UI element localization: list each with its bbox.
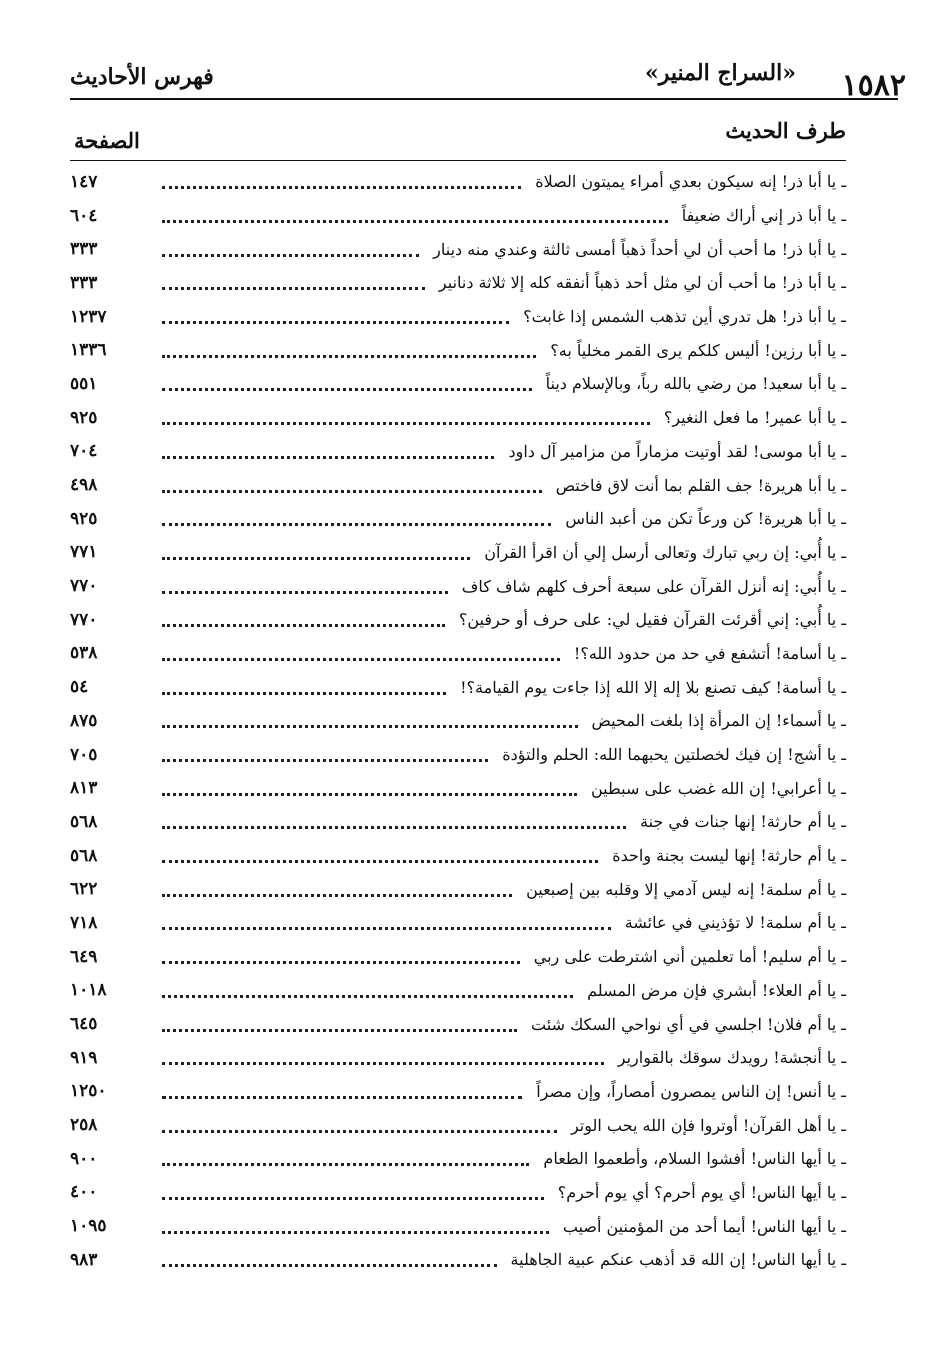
dot-leader bbox=[162, 624, 445, 627]
index-entry bbox=[70, 1041, 846, 1075]
entry-page-number: ١٠٩٥ bbox=[70, 1216, 107, 1237]
entry-page-number: ٧٠٥ bbox=[70, 744, 98, 765]
page-header bbox=[70, 44, 906, 103]
dot-leader bbox=[162, 1130, 557, 1133]
index-entry bbox=[70, 367, 846, 401]
entry-page-number: ٨٧٥ bbox=[70, 710, 98, 731]
index-entry bbox=[70, 165, 846, 199]
entry-hadith-text: ـ يا أُبي: إن ربي تبارك وتعالى أرسل إلي أن اقرأ القرآن bbox=[484, 542, 846, 562]
dot-leader bbox=[162, 793, 577, 796]
entry-page-number: ٩٠٠ bbox=[70, 1148, 98, 1169]
index-entry bbox=[70, 266, 846, 300]
index-entry bbox=[70, 536, 846, 570]
entry-hadith-text: ـ يا أُبي: إنه أنزل القرآن على سبعة أحرف كلهم شاف كاف bbox=[461, 576, 846, 596]
index-entry bbox=[70, 502, 846, 536]
entry-page-number: ٩٨٣ bbox=[70, 1249, 98, 1270]
dot-leader bbox=[162, 1264, 497, 1267]
index-entry bbox=[70, 906, 846, 940]
index-entry bbox=[70, 468, 846, 502]
dot-leader bbox=[162, 1096, 522, 1099]
dot-leader bbox=[162, 220, 668, 223]
index-entry bbox=[70, 1142, 846, 1176]
entry-hadith-text: ـ يا أم سلمة! لا تؤذيني في عائشة bbox=[624, 913, 846, 933]
entry-page-number: ٢٥٨ bbox=[70, 1115, 98, 1136]
entry-hadith-text: ـ يا أسامة! أتشفع في حد من حدود الله؟! bbox=[573, 643, 846, 663]
index-entry bbox=[70, 839, 846, 873]
entry-page-number: ١٤٧ bbox=[70, 171, 98, 192]
index-entry bbox=[70, 738, 846, 772]
entry-page-number: ٦٢٢ bbox=[70, 879, 98, 900]
index-entry bbox=[70, 637, 846, 671]
entry-page-number: ٩١٩ bbox=[70, 1047, 98, 1068]
index-entry bbox=[70, 333, 846, 367]
entry-hadith-text: ـ يا أم سليم! أما تعلمين أني اشترطت على ربي bbox=[533, 947, 846, 967]
entry-page-number: ٤٩٨ bbox=[70, 475, 98, 496]
column-header-hadith: طرف الحديث bbox=[725, 118, 846, 143]
entry-page-number: ٦٤٥ bbox=[70, 1014, 98, 1035]
entry-hadith-text: ـ يا أيها الناس! أيما أحد من المؤمنين أصيب bbox=[562, 1216, 846, 1236]
entry-hadith-text: ـ يا أنجشة! رويدك سوقك بالقوارير bbox=[617, 1048, 846, 1068]
dot-leader bbox=[162, 927, 611, 930]
entry-page-number: ٧٠٤ bbox=[70, 441, 98, 462]
column-rule bbox=[70, 160, 846, 161]
index-entry bbox=[70, 401, 846, 435]
entry-hadith-text: ـ يا أيها الناس! إن الله قد أذهب عنكم عبية الجاهلية bbox=[510, 1250, 846, 1270]
dot-leader bbox=[162, 1163, 529, 1166]
dot-leader bbox=[162, 1062, 604, 1065]
entry-page-number: ١٢٣٧ bbox=[70, 306, 107, 327]
entry-page-number: ٦٤٩ bbox=[70, 946, 98, 967]
entry-page-number: ٧٧٠ bbox=[70, 609, 98, 630]
entry-page-number: ٥٦٨ bbox=[70, 845, 98, 866]
dot-leader bbox=[162, 692, 446, 695]
dot-leader bbox=[162, 388, 532, 391]
entry-page-number: ٨١٣ bbox=[70, 778, 98, 799]
index-entry bbox=[70, 670, 846, 704]
entry-hadith-text: ـ يا أبا ذر! ما أحب أن لي مثل أحد ذهباً أنفقه كله إلا ثلاثة دنانير bbox=[438, 273, 846, 293]
dot-leader bbox=[162, 725, 578, 728]
index-entry bbox=[70, 199, 846, 233]
column-header-page: الصفحة bbox=[74, 128, 140, 153]
dot-leader bbox=[162, 995, 573, 998]
entry-hadith-text: ـ يا أُبي: إني أقرئت القرآن فقيل لي: على حرف أو حرفين؟ bbox=[458, 610, 846, 630]
entry-page-number: ٣٣٣ bbox=[70, 272, 98, 293]
entry-hadith-text: ـ يا أبا ذر! هل تدري أين تذهب الشمس إذا غابت؟ bbox=[523, 307, 846, 327]
book-title: «السراج المنير» bbox=[644, 60, 796, 86]
dot-leader bbox=[162, 759, 488, 762]
entry-page-number: ٣٣٣ bbox=[70, 239, 98, 260]
dot-leader bbox=[162, 860, 598, 863]
index-entry bbox=[70, 1243, 846, 1277]
dot-leader bbox=[162, 1029, 517, 1032]
dot-leader bbox=[162, 961, 520, 964]
dot-leader bbox=[162, 186, 521, 189]
index-entry bbox=[70, 300, 846, 334]
entry-hadith-text: ـ يا أبا هريرة! كن ورعاً تكن من أعبد الناس bbox=[565, 509, 846, 529]
entry-page-number: ٩٢٥ bbox=[70, 508, 98, 529]
entry-page-number: ١٠١٨ bbox=[70, 980, 107, 1001]
dot-leader bbox=[162, 658, 560, 661]
entry-hadith-text: ـ يا أنس! إن الناس يمصرون أمصاراً، وإن مصراً bbox=[536, 1081, 846, 1101]
dot-leader bbox=[162, 321, 509, 324]
entry-hadith-text: ـ يا أيها الناس! أفشوا السلام، وأطعموا الطعام bbox=[543, 1149, 846, 1169]
entry-hadith-text: ـ يا أبا ذر! ما أحب أن لي أحداً ذهباً أمسى ثالثة وعندي منه دينار bbox=[433, 239, 846, 259]
dot-leader bbox=[162, 254, 419, 257]
index-entry bbox=[70, 603, 846, 637]
entry-hadith-text: ـ يا أيها الناس! أي يوم أحرم؟ أي يوم أحرم؟ bbox=[557, 1182, 846, 1202]
hadith-index-list bbox=[70, 165, 846, 1277]
entry-page-number: ٧٧٠ bbox=[70, 576, 98, 597]
index-entry bbox=[70, 940, 846, 974]
index-entry bbox=[70, 704, 846, 738]
dot-leader bbox=[162, 557, 470, 560]
index-entry bbox=[70, 1075, 846, 1109]
dot-leader bbox=[162, 523, 551, 526]
entry-hadith-text: ـ يا أسماء! إن المرأة إذا بلغت المحيض bbox=[591, 711, 846, 731]
entry-hadith-text: ـ يا أم سلمة! إنه ليس آدمي إلا وقلبه بين إصبعين bbox=[526, 879, 846, 899]
entry-hadith-text: ـ يا أبا ذر إني أراك ضعيفاً bbox=[681, 206, 846, 226]
entry-hadith-text: ـ يا أبا رزين! أليس كلكم يرى القمر مخلياً به؟ bbox=[550, 340, 846, 360]
entry-page-number: ٥٤ bbox=[70, 677, 89, 698]
entry-page-number: ٩٢٥ bbox=[70, 407, 98, 428]
dot-leader bbox=[162, 355, 536, 358]
entry-hadith-text: ـ يا أبا موسى! لقد أوتيت مزماراً من مزامير آل داود bbox=[508, 441, 846, 461]
entry-page-number: ١٣٣٦ bbox=[70, 340, 107, 361]
entry-page-number: ٤٠٠ bbox=[70, 1182, 98, 1203]
entry-hadith-text: ـ يا أم فلان! اجلسي في أي نواحي السكك شئت bbox=[531, 1014, 846, 1034]
dot-leader bbox=[162, 422, 650, 425]
entry-hadith-text: ـ يا أم حارثة! إنها جنات في جنة bbox=[639, 812, 846, 832]
column-headers bbox=[70, 118, 846, 152]
index-entry bbox=[70, 771, 846, 805]
index-entry bbox=[70, 1209, 846, 1243]
index-entry bbox=[70, 232, 846, 266]
entry-page-number: ٥٥١ bbox=[70, 373, 98, 394]
index-title: فهرس الأحاديث bbox=[70, 64, 214, 90]
dot-leader bbox=[162, 456, 494, 459]
page-number: ١٥٨٢ bbox=[841, 68, 906, 103]
entry-hadith-text: ـ يا أبا سعيد! من رضي بالله رباً، وبالإسلام ديناً bbox=[545, 374, 846, 394]
index-entry bbox=[70, 435, 846, 469]
entry-hadith-text: ـ يا أهل القرآن! أوتروا فإن الله يحب الوتر bbox=[570, 1115, 846, 1135]
dot-leader bbox=[162, 287, 425, 290]
header-rule bbox=[70, 98, 898, 100]
index-entry bbox=[70, 805, 846, 839]
index-entry bbox=[70, 974, 846, 1008]
index-entry bbox=[70, 569, 846, 603]
entry-page-number: ٧٧١ bbox=[70, 542, 98, 563]
entry-page-number: ٥٦٨ bbox=[70, 811, 98, 832]
entry-page-number: ١٢٥٠ bbox=[70, 1081, 107, 1102]
index-entry bbox=[70, 1007, 846, 1041]
entry-hadith-text: ـ يا أم حارثة! إنها ليست بجنة واحدة bbox=[612, 846, 846, 866]
entry-hadith-text: ـ يا أبا هريرة! جف القلم بما أنت لاق فاختص bbox=[555, 475, 846, 495]
entry-hadith-text: ـ يا أشج! إن فيك لخصلتين يحبهما الله: الحلم والتؤدة bbox=[502, 745, 846, 765]
entry-hadith-text: ـ يا أم العلاء! أبشري فإن مرض المسلم bbox=[587, 980, 846, 1000]
index-entry bbox=[70, 1108, 846, 1142]
entry-hadith-text: ـ يا أعرابي! إن الله غضب على سبطين bbox=[591, 778, 846, 798]
index-entry bbox=[70, 1176, 846, 1210]
entry-page-number: ٦٠٤ bbox=[70, 205, 98, 226]
entry-page-number: ٥٣٨ bbox=[70, 643, 98, 664]
index-entry bbox=[70, 872, 846, 906]
dot-leader bbox=[162, 894, 512, 897]
entry-hadith-text: ـ يا أبا عمير! ما فعل النغير؟ bbox=[663, 408, 846, 428]
entry-page-number: ٧١٨ bbox=[70, 912, 98, 933]
entry-hadith-text: ـ يا أسامة! كيف تصنع بلا إله إلا الله إذا جاءت يوم القيامة؟! bbox=[460, 677, 846, 697]
dot-leader bbox=[162, 826, 626, 829]
dot-leader bbox=[162, 490, 542, 493]
dot-leader bbox=[162, 1231, 549, 1234]
entry-hadith-text: ـ يا أبا ذر! إنه سيكون بعدي أمراء يميتون الصلاة bbox=[535, 172, 846, 192]
dot-leader bbox=[162, 1197, 544, 1200]
dot-leader bbox=[162, 591, 448, 594]
